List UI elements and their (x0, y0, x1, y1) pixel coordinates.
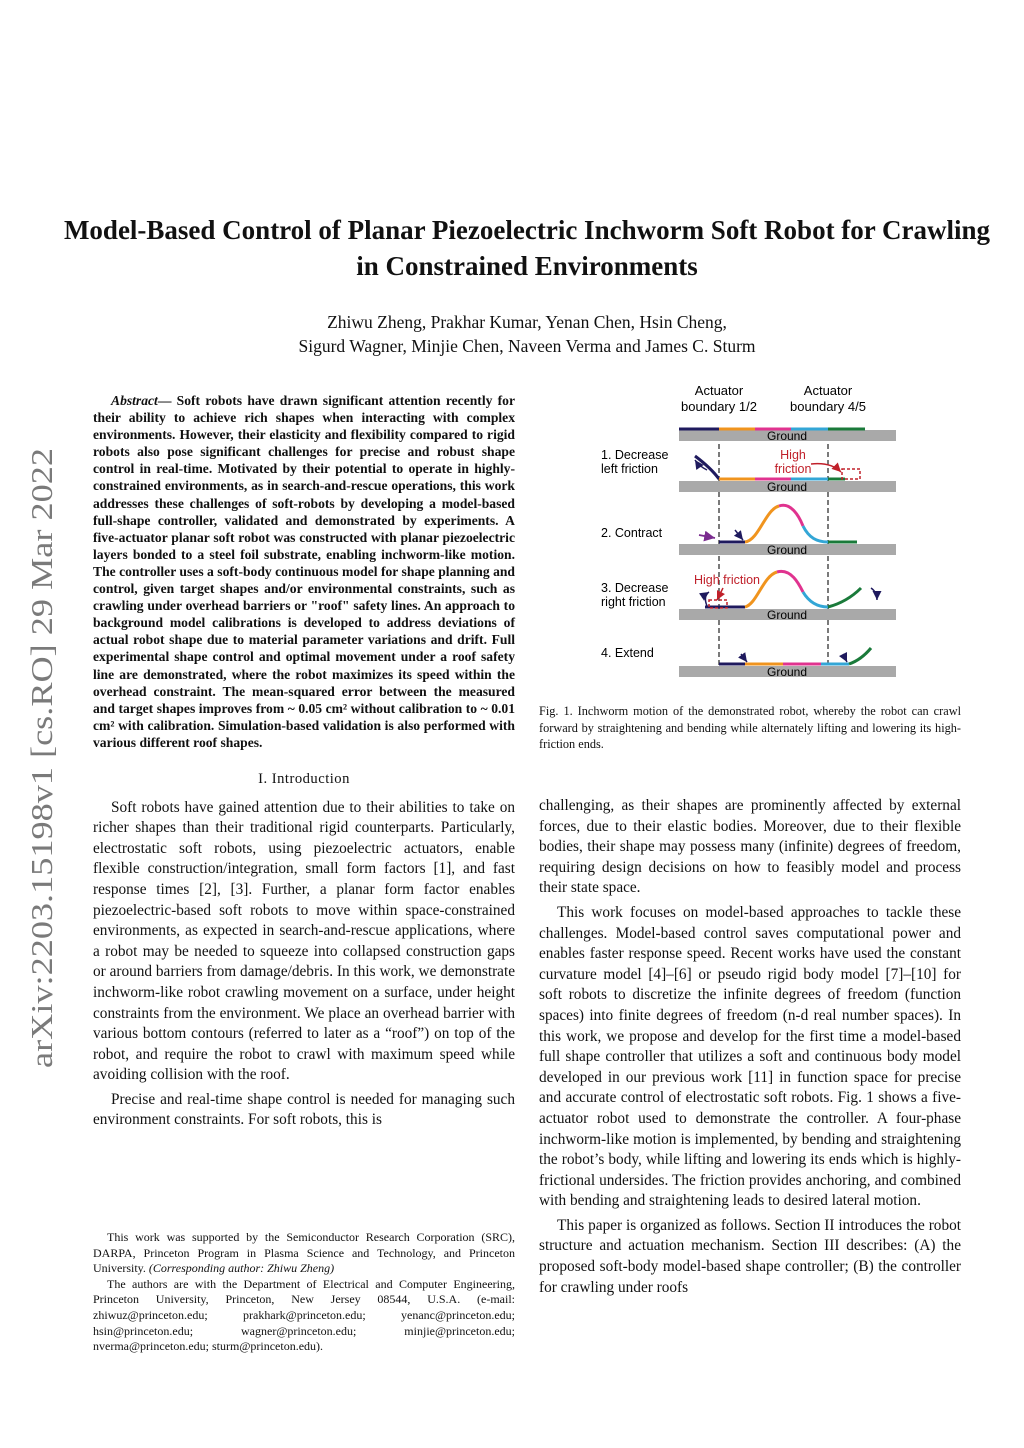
ground-label-3: Ground (766, 608, 808, 622)
high-friction-label-3: High friction (694, 573, 760, 587)
abstract-text: — Soft robots have drawn significant attention recently for their ability to achieve rich shapes when interacting with complex environments. However, their elasticity and flexibility compared to rigid robots also pose significant challenges for precise and robust shape control in real-time. Motivated by their potential to operate in highly-constrained environments, as in search-and-rescue operations, this work addresses these challenges of soft-robots by developing a model-based full-shape controller, validated and demonstrated by experiments. A five-actuator planar soft robot was constructed with planar piezoelectric layers bonded to a steel foil substrate, enabling inchworm-like motion. The controller uses a soft-body continuous model for shape planning and control, given target shapes and/or environmental constraints, such as crawling under overhead barriers or "roof" safety lines. An approach to background model calibrations is developed to address deviations of actual robot shape due to material parameter variations and drift. Full experimental shape control and optimal movement under a roof safety line are demonstrated, where the robot maximizes its speed within the overhead constraint. The mean-squared error between the measured and target shapes improves from ~ 0.05 cm² without calibration to ~ 0.01 cm² with calibration. Simulation-based validation is also performed with various different roof shapes. (93, 393, 515, 750)
high-friction-label-1a: High (780, 448, 806, 462)
arxiv-stamp (8, 436, 70, 1076)
section-heading-introduction: I. Introduction (258, 770, 350, 787)
lift-arrow-3-left (705, 592, 709, 606)
ground-label-4: Ground (766, 665, 808, 679)
actuator-label-left: Actuator (694, 383, 744, 398)
high-friction-label-1b: friction (774, 462, 812, 476)
footnote-affiliation: The authors are with the Department of Electrical and Computer Engineering, Princeton University, Princeton, New Jersey 08544, U.S.A. (e-mail: zhiwuz@princeton.edu; prakhark@princeton.edu; yenanc@princeton.edu; hsin@princeton.edu; wagner@princeton.edu; minjie@princeton.edu; nverma@princeton.edu; sturm@princeton.edu). (93, 1276, 515, 1354)
footnote-funding (93, 1230, 515, 1277)
ground-label-2: Ground (766, 543, 808, 557)
friction-pointer-3 (717, 588, 723, 600)
authors-line-2: Sigurd Wagner, Minjie Chen, Naveen Verma and James C. Sturm (298, 336, 756, 356)
actuator-label-right: Actuator (803, 383, 853, 398)
footnotes (93, 1230, 515, 1355)
footnote-funding-text: This work was supported by the Semiconductor Research Corporation (SRC), DARPA, Princeton Program in Plasma Science and Technology, and Princeton University. (93, 1230, 515, 1276)
intro-paragraph-1: Soft robots have gained attention due to their abilities to take on richer shapes than their traditional rigid counterparts. Particularly, electrostatic soft robots, using piezoelectric actuators, enable flexible construction/integration, small form factors [1], and fast response times [2], [3]. Further, a planar form factor enables piezoelectric-based soft robots to move within space-constrained environments, as expected in search-and-rescue applications, where a robot may be needed to squeeze into collapsed construction gaps or around barriers from damage/debris. In this work, we demonstrate inchworm-like robot crawling movement on a surface, under height constraints from the environment. We place an overhead barrier with various bottom contours (referred to later as a “roof”) on top of the robot, and require the robot to crawl with maximum speed while avoiding collision with the roof. (93, 798, 515, 1084)
step-1-label-b: left friction (601, 462, 658, 476)
abstract (93, 392, 515, 751)
authors-line-1: Zhiwu Zheng, Prakhar Kumar, Yenan Chen, Hsin Cheng, (327, 312, 727, 332)
extend-arrow-4-right (843, 654, 847, 662)
figure-1-caption: Fig. 1. Inchworm motion of the demonstrated robot, whereby the robot can crawl forward by straightening and bending while alternately lifting and lowering its high-friction ends. (539, 704, 961, 751)
right-paragraph-1: challenging, as their shapes are prominently affected by external forces, due to their elastic bodies. Moreover, due to their flexible bodies, their shape may possess many (infinite) degrees of freedom, requiring design decisions on how to feasibly model and process their state space. (539, 797, 961, 897)
step-3-label-a: 3. Decrease (601, 581, 669, 595)
figure-1-inchworm-diagram (595, 380, 915, 685)
boundary-45-label: boundary 4/5 (790, 399, 866, 414)
paper-title: Model-Based Control of Planar Piezoelectric Inchworm Soft Robot for Crawling in Constrained Environments (63, 215, 991, 281)
step-2-label: 2. Contract (601, 526, 663, 540)
author-list (60, 310, 994, 358)
push-arrow-2 (699, 535, 715, 538)
arxiv-stamp-text: arXiv:2203.15198v1 [cs.RO] 29 Mar 2022 (24, 537, 59, 1068)
step-4-label: 4. Extend (601, 646, 654, 660)
friction-pointer-1 (811, 464, 841, 472)
intro-paragraph-2: Precise and real-time shape control is needed for managing such environment constraints. For soft robots, this is (93, 1090, 515, 1129)
step-1-label-a: 1. Decrease (601, 448, 669, 462)
right-paragraph-3: This paper is organized as follows. Section II introduces the robot structure and actuation mechanism. Section III describes: (A) the proposed soft-body model-based shape controller; (B) the controller for crawling under roofs (539, 1216, 961, 1296)
extend-arrow-4 (741, 654, 747, 662)
ground-label-0: Ground (766, 429, 808, 443)
right-column (539, 796, 961, 1302)
step-3-label-b: right friction (601, 595, 666, 609)
left-column (93, 392, 515, 1135)
boundary-12-label: boundary 1/2 (681, 399, 757, 414)
ground-label-1: Ground (766, 480, 808, 494)
right-paragraph-2: This work focuses on model-based approaches to tackle these challenges. Model-based control saves computational power and enables faster response speed. Recent works have used the constant curvature model [4]–[6] or pseudo rigid body model [7]–[10] for soft robots to discretize the infinite degrees of freedom (function spaces) into finite degrees of freedom (n-d real number spaces). In this work, we propose and develop for the first time a model-based full shape controller that utilizes a soft and continuous body model developed in our previous work [11] in function space for precise and accurate control of electrostatic soft robots. Fig. 1 shows a five-actuator robot used to demonstrate the controller. A four-phase inchworm-like motion is implemented, by bending and straightening the robot’s body, while lifting and lowering its ends which is highly-frictional undersides. The friction provides anchoring, and combined with bending and straightening leads to desired lateral motion. (539, 903, 961, 1210)
robot-row-1 (695, 456, 845, 479)
lift-arrow-3-right (871, 588, 877, 600)
abstract-label: Abstract (111, 393, 158, 408)
footnote-corresponding-author: (Corresponding author: Zhiwu Zheng) (148, 1261, 335, 1276)
contract-arrow-2 (735, 530, 743, 540)
